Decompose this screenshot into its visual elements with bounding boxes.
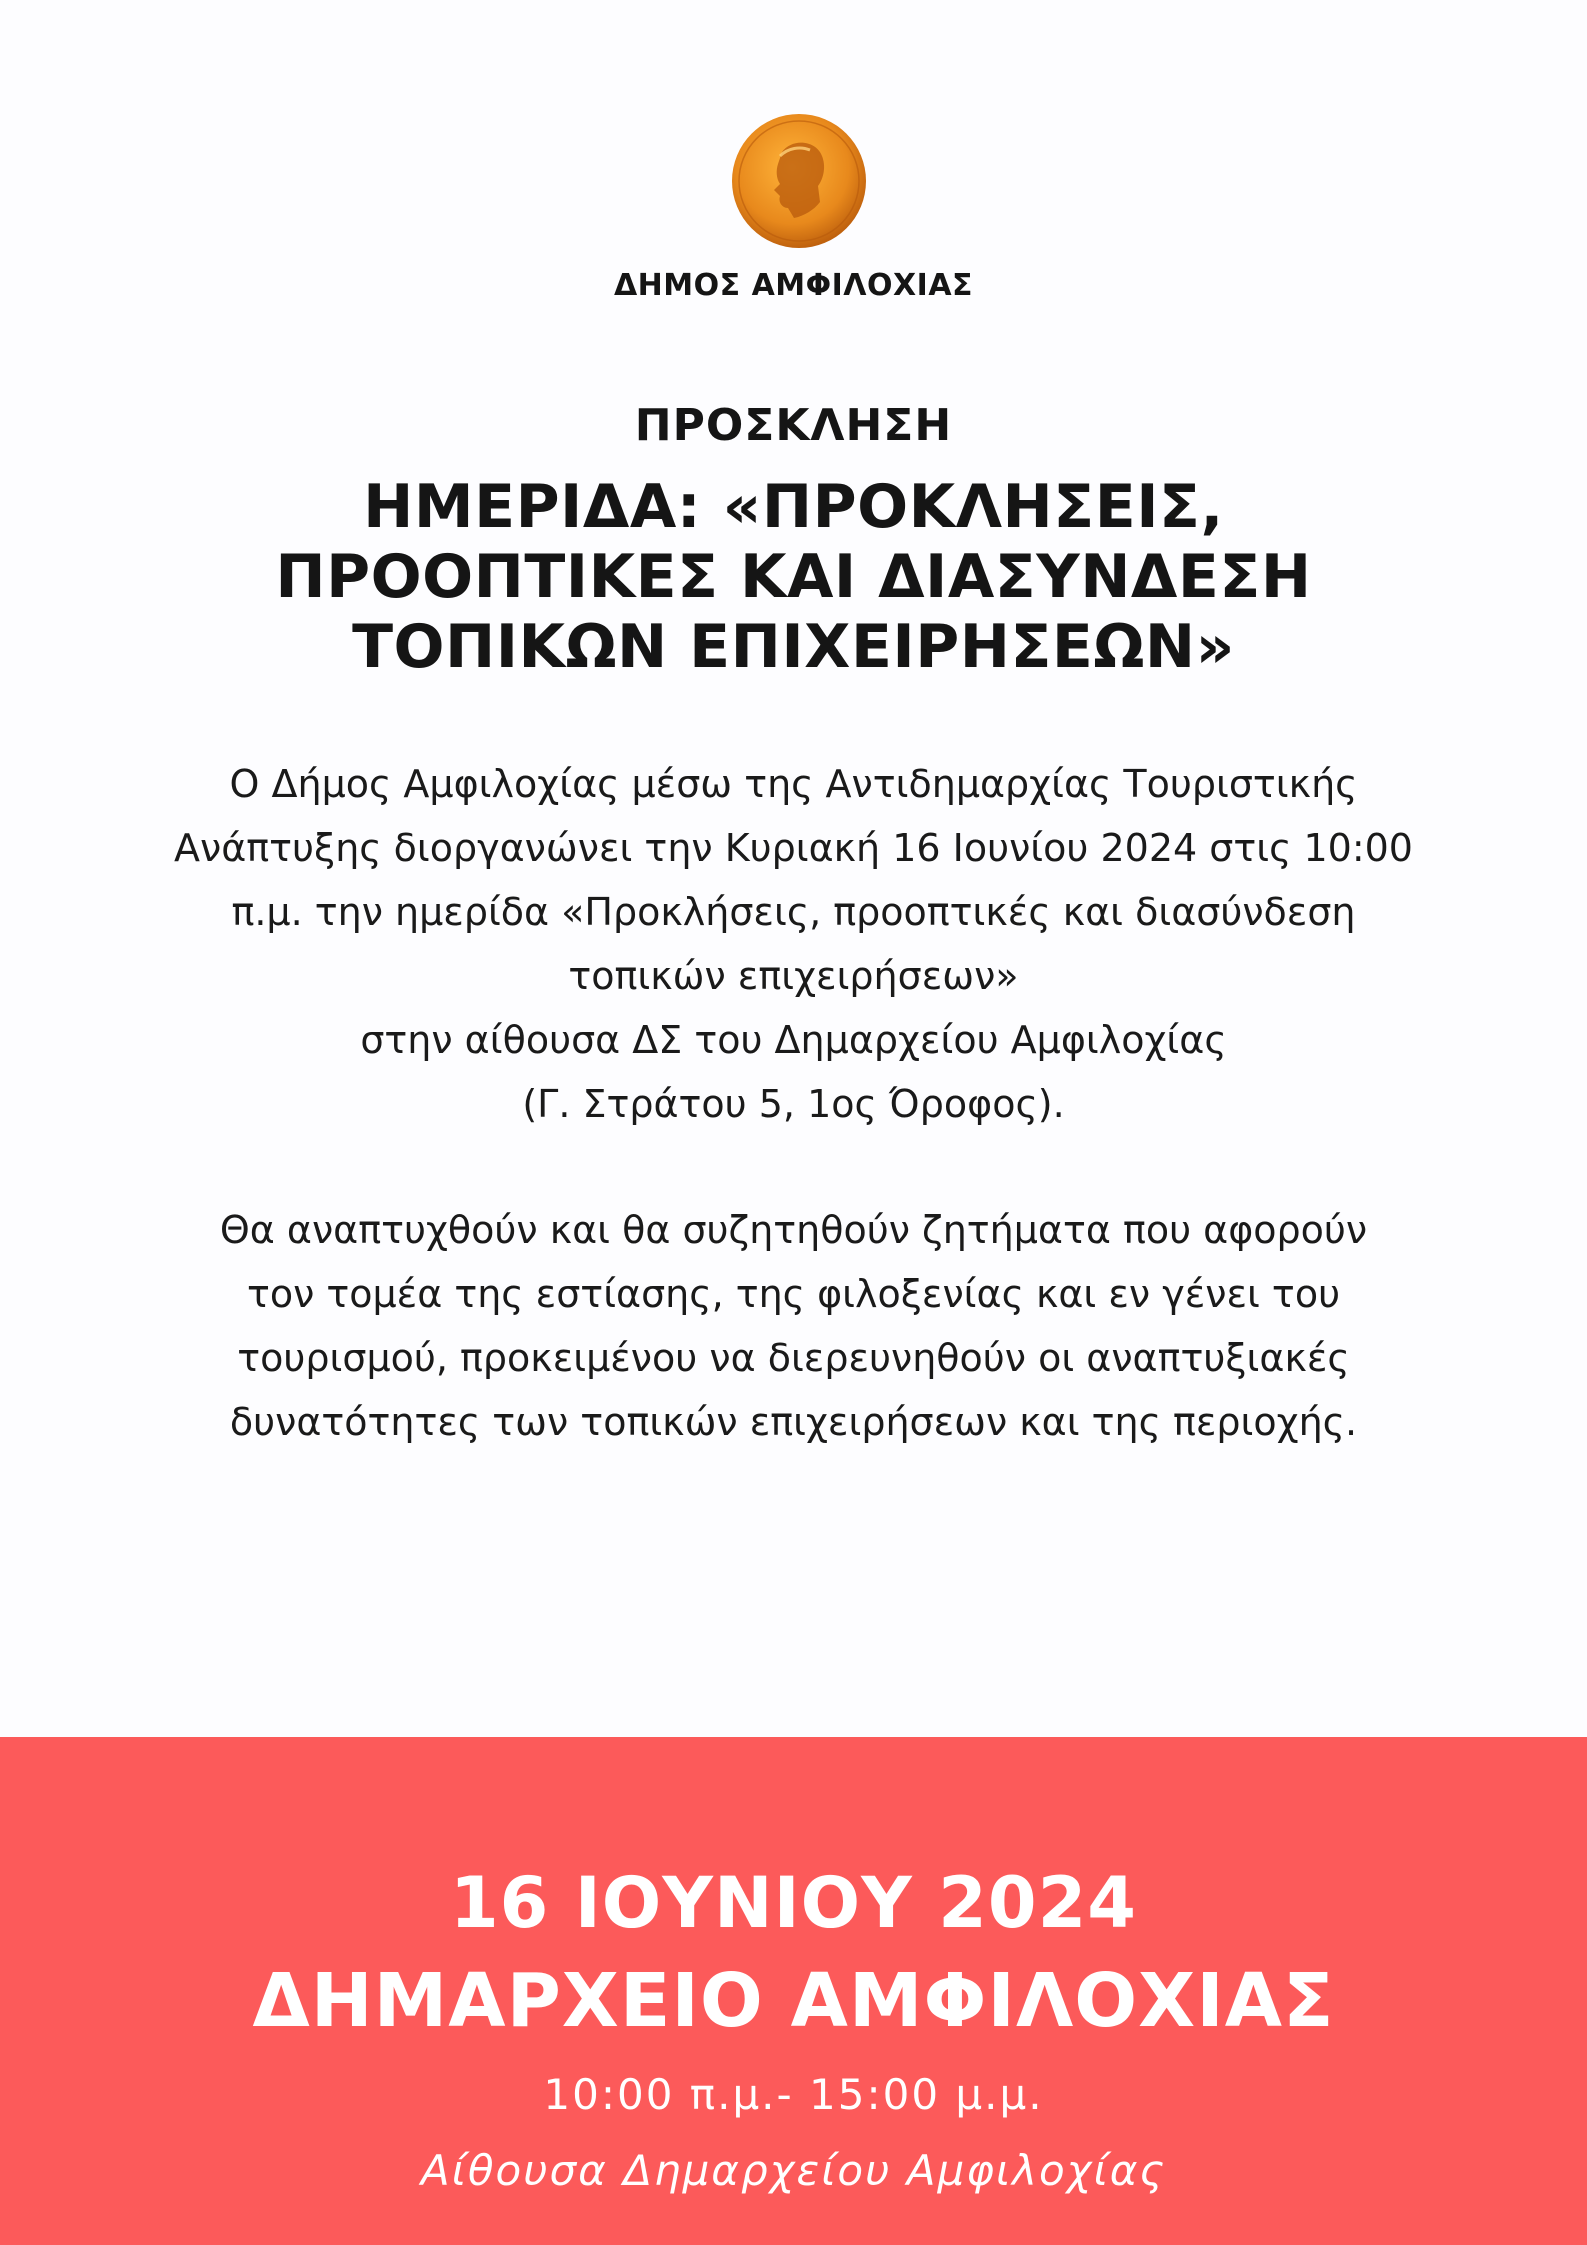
event-hall: Αίθουσα Δημαρχείου Αμφιλοχίας — [420, 2146, 1167, 2195]
municipality-name: ΔΗΜΟΣ ΑΜΦΙΛΟΧΙΑΣ — [613, 268, 974, 303]
description-line: Ανάπτυξης διοργανώνει την Κυριακή 16 Ιουνίου 2024 στις 10:00 — [174, 826, 1413, 870]
event-title — [0, 472, 1587, 682]
event-title-line: ΤΟΠΙΚΩΝ ΕΠΙΧΕΙΡΗΣΕΩΝ» — [352, 612, 1235, 682]
event-title-line: ΗΜΕΡΙΔΑ: «ΠΡΟΚΛΗΣΕΙΣ, — [363, 472, 1224, 542]
description-line: τοπικών επιχειρήσεων» — [568, 954, 1019, 998]
description-line: (Γ. Στράτου 5, 1ος Όροφος). — [522, 1082, 1065, 1126]
municipality-logo — [730, 112, 868, 250]
paragraph-spacer — [0, 1136, 1587, 1198]
topics-line: τον τομέα της εστίασης, της φιλοξενίας και εν γένει του — [246, 1272, 1341, 1316]
topics-line: Θα αναπτυχθούν και θα συζητηθούν ζητήματα που αφορούν — [219, 1208, 1368, 1252]
coin-portrait-icon — [730, 112, 868, 250]
description-line: Ο Δήμος Αμφιλοχίας μέσω της Αντιδημαρχίας Τουριστικής — [229, 762, 1358, 806]
event-title-line: ΠΡΟΟΠΤΙΚΕΣ ΚΑΙ ΔΙΑΣΥΝΔΕΣΗ — [275, 542, 1312, 612]
event-time: 10:00 π.μ.- 15:00 μ.μ. — [543, 2070, 1044, 2119]
event-date: 16 ΙΟΥΝΙΟΥ 2024 — [449, 1862, 1138, 1944]
topics-line: τουρισμού, προκειμένου να διερευνηθούν οι αναπτυξιακές — [237, 1336, 1350, 1380]
event-description — [0, 752, 1587, 1454]
topics-line: δυνατότητες των τοπικών επιχειρήσεων και της περιοχής. — [229, 1400, 1358, 1444]
invitation-heading: ΠΡΟΣΚΛΗΣΗ — [634, 400, 953, 451]
description-line: στην αίθουσα ΔΣ του Δημαρχείου Αμφιλοχίας — [360, 1018, 1227, 1062]
description-line: π.μ. την ημερίδα «Προκλήσεις, προοπτικές και διασύνδεση — [231, 890, 1356, 934]
event-venue: ΔΗΜΑΡΧΕΙΟ ΑΜΦΙΛΟΧΙΑΣ — [252, 1958, 1335, 2044]
